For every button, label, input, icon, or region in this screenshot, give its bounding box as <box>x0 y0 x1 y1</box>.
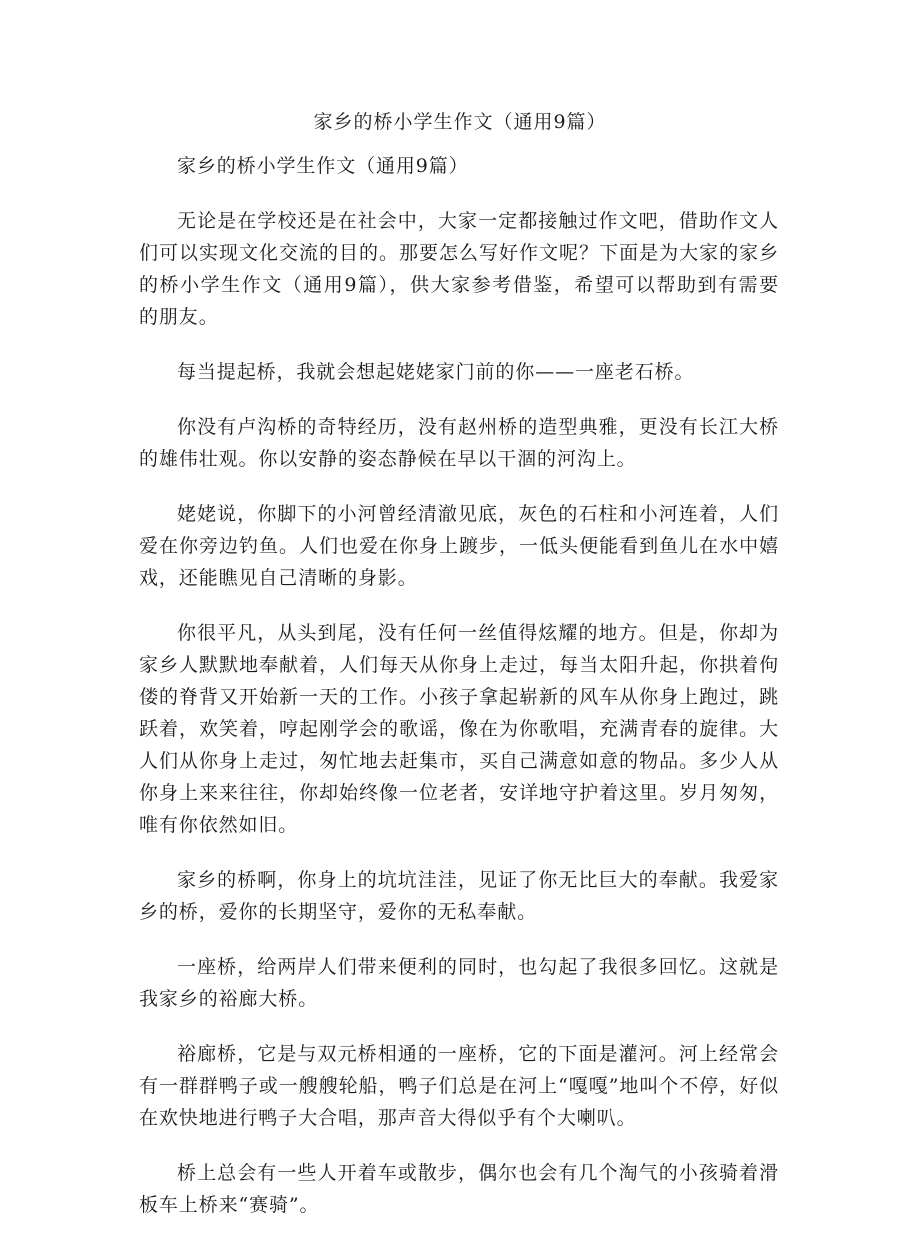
document-body <box>139 150 779 1244</box>
paragraph: 家乡的桥啊，你身上的坑坑洼洼，见证了你无比巨大的奉献。我爱家乡的桥，爱你的长期坚守，爱你的无私奉献。 <box>139 869 779 923</box>
paragraph: 桥上总会有一些人开着车或散步，偶尔也会有几个淘气的小孩骑着滑板车上桥来“赛骑”。 <box>139 1162 779 1216</box>
paragraph-subtitle: 家乡的桥小学生作文（通用9篇） <box>177 155 469 177</box>
document-title: 家乡的桥小学生作文（通用9篇） <box>313 111 607 133</box>
paragraph: 一座桥，给两岸人们带来便利的同时，也勾起了我很多回忆。这就是我家乡的裕廊大桥。 <box>139 956 779 1010</box>
paragraph: 裕廊桥，它是与双元桥相通的一座桥，它的下面是灌河。河上经常会有一群群鸭子或一艘艘轮船，鸭子们总是在河上“嘎嘎”地叫个不停，好似在欢快地进行鸭子大合唱，那声音大得似乎有个大喇叭。 <box>139 1043 779 1129</box>
paragraph-intro: 无论是在学校还是在社会中，大家一定都接触过作文吧，借助作文人们可以实现文化交流的目的。那要怎么写好作文呢？下面是为大家的家乡的桥小学生作文（通用9篇），供大家参考借鉴，希望可以帮助到有需要的朋友。 <box>139 210 779 328</box>
paragraph: 你没有卢沟桥的奇特经历，没有赵州桥的造型典雅，更没有长江大桥的雄伟壮观。你以安静的姿态静候在早以干涸的河沟上。 <box>139 416 779 470</box>
paragraph: 姥姥说，你脚下的小河曾经清澈见底，灰色的石柱和小河连着，人们爱在你旁边钓鱼。人们也爱在你身上踱步，一低头便能看到鱼儿在水中嬉戏，还能瞧见自己清晰的身影。 <box>139 503 779 589</box>
paragraph: 你很平凡，从头到尾，没有任何一丝值得炫耀的地方。但是，你却为家乡人默默地奉献着，人们每天从你身上走过，每当太阳升起，你拱着佝偻的脊背又开始新一天的工作。小孩子拿起崭新的风车从你身上跑过，跳跃着，欢笑着，哼起刚学会的歌谣，像在为你歌唱，充满青春的旋律。大人们从你身上走过，匆忙地去赶集市，买自己满意如意的物品。多少人从你身上来来往往，你却始终像一位老者，安详地守护着这里。岁月匆匆，唯有你依然如旧。 <box>139 622 779 836</box>
paragraph: 每当提起桥，我就会想起姥姥家门前的你——一座老石桥。 <box>177 361 695 383</box>
